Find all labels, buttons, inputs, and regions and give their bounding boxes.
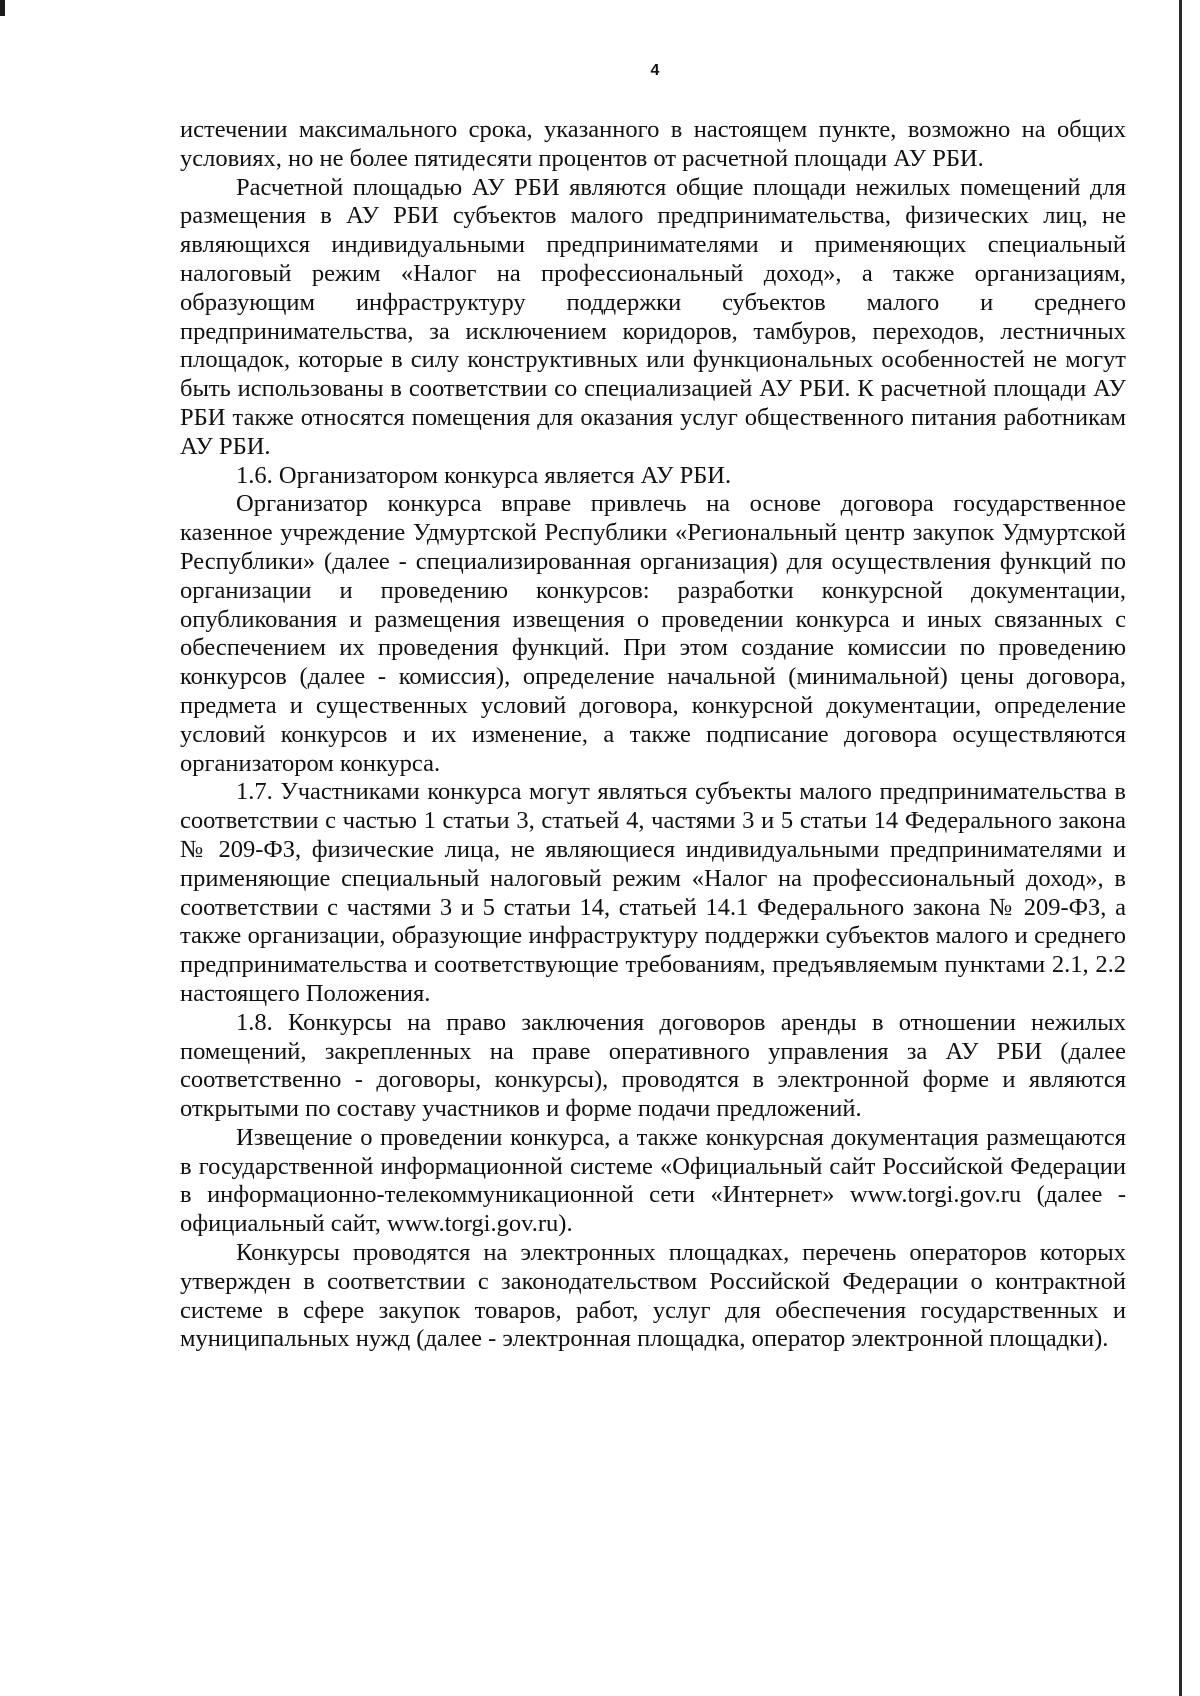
paragraph-1-6: 1.6. Организатором конкурса является АУ РБИ.: [236, 461, 732, 489]
paragraph-notice: Извещение о проведении конкурса, а также конкурсная документация размещаются в государственной информационной системе «Официальный сайт Российской Федерации в информационно-телекоммуникационной сети «Интернет» www.torgi.gov.ru (далее - официальный сайт, www.torgi.gov.ru).: [180, 1123, 1126, 1238]
paragraph-electronic-platforms: Конкурсы проводятся на электронных площадках, перечень операторов которых утвержден в соответствии с законодательством Российской Федерации о контрактной системе в сфере закупок товаров, работ, услуг для обеспечения государственных и муниципальных нужд (далее - электронная площадка, оператор электронной площадки).: [180, 1239, 1126, 1353]
page-number: 4: [650, 62, 660, 79]
scan-edge-mark: [0, 0, 5, 16]
paragraph-calculated-area: Расчетной площадью АУ РБИ являются общие площади нежилых помещений для размещения в АУ РБИ субъектов малого предпринимательства, физических лиц, не являющихся индивидуальными предпринимателями и применяющих специальный налоговый режим «Налог на профессиональный доход», а также организациям, образующим инфраструктуру поддержки субъектов малого и среднего предпринимательства, за исключением коридоров, тамбуров, переходов, лестничных площадок, которые в силу конструктивных или функциональных особенностей не могут быть использованы в соответствии со специализацией АУ РБИ. К расчетной площади АУ РБИ также относятся помещения для оказания услуг общественного питания работникам АУ РБИ.: [180, 173, 1126, 460]
document-body: [180, 116, 1126, 1354]
paragraph-organizer: Организатор конкурса вправе привлечь на основе договора государственное казенное учреждение Удмуртской Республики «Региональный центр закупок Удмуртской Республики» (далее - специализированная организация) для осуществления функций по организации и проведению конкурсов: разработки конкурсной документации, опубликования и размещения извещения о проведении конкурса и иных связанных с обеспечением их проведения функций. При этом создание комиссии по проведению конкурсов (далее - комиссия), определение начальной (минимальной) цены договора, предмета и существенных условий договора, конкурсной документации, определение условий конкурсов и их изменение, а также подписание договора осуществляются организатором конкурса.: [180, 490, 1126, 777]
paragraph-continuation: истечении максимального срока, указанного в настоящем пункте, возможно на общих условиях, но не более пятидесяти процентов от расчетной площади АУ РБИ.: [180, 116, 1126, 172]
paragraph-1-8: 1.8. Конкурсы на право заключения договоров аренды в отношении нежилых помещений, закрепленных на праве оперативного управления за АУ РБИ (далее соответственно - договоры, конкурсы), проводятся в электронной форме и являются открытыми по составу участников и форме подачи предложений.: [180, 1008, 1126, 1123]
scan-border-line: [1179, 0, 1182, 1696]
paragraph-1-7: 1.7. Участниками конкурса могут являться субъекты малого предпринимательства в соответствии с частью 1 статьи 3, статьей 4, частями 3 и 5 статьи 14 Федерального закона № 209-ФЗ, физические лица, не являющиеся индивидуальными предпринимателями и применяющие специальный налоговый режим «Налог на профессиональный доход», в соответствии с частями 3 и 5 статьи 14, статьей 14.1 Федерального закона № 209-ФЗ, а также организации, образующие инфраструктуру поддержки субъектов малого и среднего предпринимательства и соответствующие требованиям, предъявляемым пунктами 2.1, 2.2 настоящего Положения.: [180, 778, 1126, 1007]
